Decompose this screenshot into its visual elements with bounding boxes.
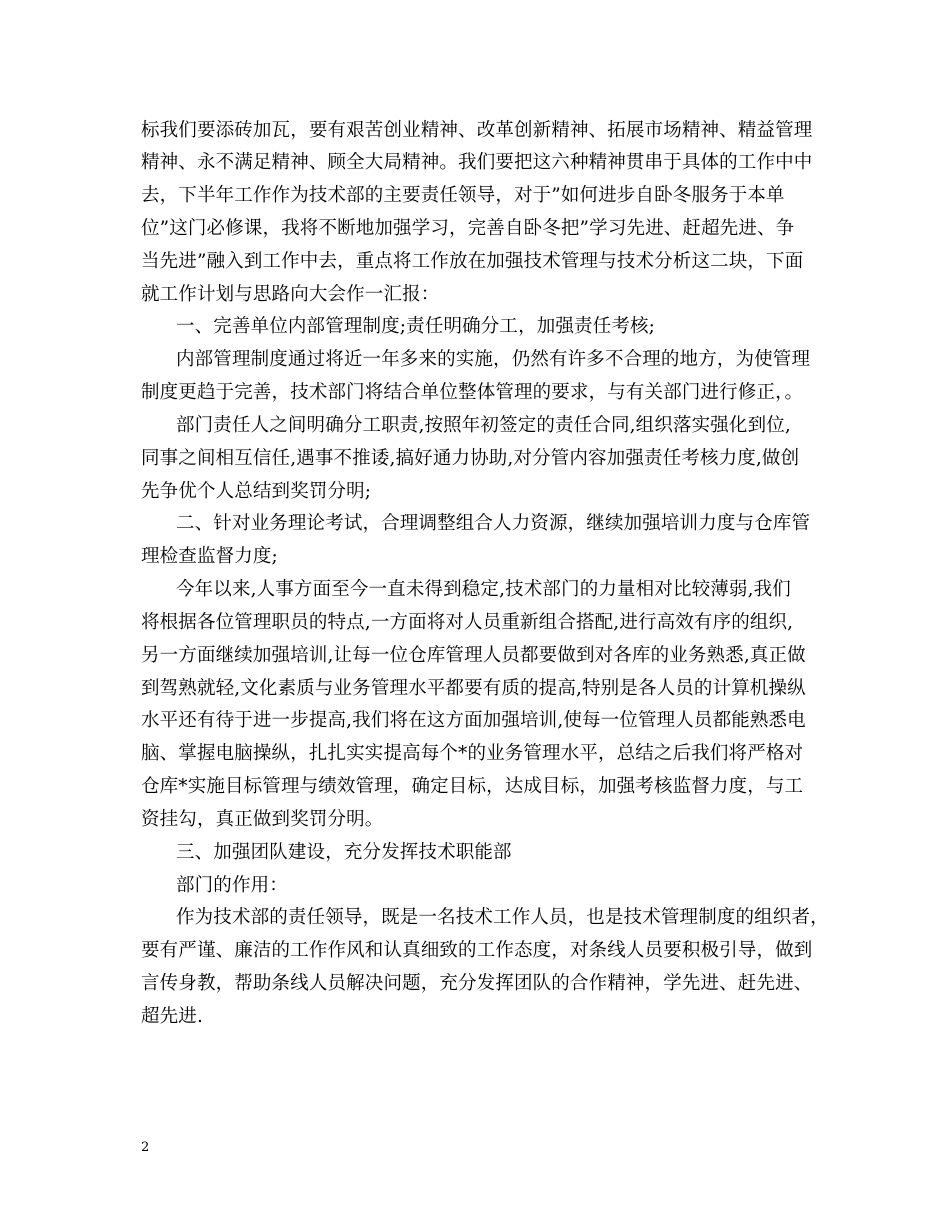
text-line: 就工作计划与思路向大会作一汇报： [141,284,440,305]
text-line: 另一方面继续加强培训,让每一位仓库管理人员都要做到对各库的业务熟悉,真正做 [141,645,806,666]
text-line: 先争优个人总结到奖罚分明; [141,481,372,502]
text-line: 水平还有待于进一步提高,我们将在这方面加强培训,使每一位管理人员都能熟悉电 [141,710,806,731]
section-heading: 三、加强团队建设，充分发挥技术职能部 [176,842,512,863]
section-heading: 二、针对业务理论考试，合理调整组合人力资源，继续加强培训力度与仓库管 [176,513,811,534]
text-line: 部门责任人之间明确分工职责,按照年初签定的责任合同,组织落实强化到位, [176,415,791,436]
section-heading: 一、完善单位内部管理制度;责任明确分工，加强责任考核; [176,316,656,337]
text-line: 仓库*实施目标管理与绩效管理，确定目标，达成目标，加强考核监督力度，与工 [141,776,804,797]
text-line: 到驾熟就轻,文化素质与业务管理水平都要有质的提高,特别是各人员的计算机操纵 [141,678,806,699]
text-line: 位”这门必修课，我将不断地加强学习，完善自卧冬把”学习先进、赶超先进、争 [141,218,795,239]
text-line: 言传身教，帮助条线人员解决问题，充分发挥团队的合作精神，学先进、赶先进、 [141,973,813,994]
text-line: 制度更趋于完善，技术部门将结合单位整体管理的要求，与有关部门进行修正，。 [141,382,804,403]
text-line: 内部管理制度通过将近一年多来的实施，仍然有许多不合理的地方，为使管理 [176,349,811,370]
text-line: 去，下半年工作作为技术部的主要责任领导，对于”如何进步自卧冬服务于本单 [141,185,785,206]
text-line: 理检查监督力度; [141,546,278,567]
text-line: 脑、掌握电脑操纵，扎扎实实提高每个*的业务管理水平，总结之后我们将严格对 [141,743,804,764]
text-line: 今年以来,人事方面至今一直未得到稳定,技术部门的力量相对比较薄弱,我们 [176,579,791,600]
text-line: 当先进”融入到工作中去，重点将工作放在加强技术管理与技术分析这二块，下面 [141,251,804,272]
text-line: 同事之间相互信任,遇事不推诿,搞好通力协助,对分管内容加强责任考核力度,做创 [141,448,800,469]
text-line: 部门的作用： [176,875,288,896]
text-line: 超先进. [141,1006,203,1027]
text-line: 资挂勾，真正做到奖罚分明。 [141,809,384,830]
text-line: 精神、永不满足精神、顾全大局精神。我们要把这六种精神贯串于具体的工作中中 [141,152,813,173]
page-number: 2 [141,1140,150,1155]
text-line: 将根据各位管理职员的特点,一方面将对人员重新组合搭配,进行高效有序的组织, [141,612,794,633]
text-line: 要有严谨、廉洁的工作作风和认真细致的工作态度，对条线人员要积极引导，做到 [141,940,813,961]
text-line: 作为技术部的责任领导，既是一名技术工作人员，也是技术管理制度的组织者， [176,907,829,928]
text-line: 标我们要添砖加瓦，要有艰苦创业精神、改革创新精神、拓展市场精神、精益管理 [141,120,813,141]
